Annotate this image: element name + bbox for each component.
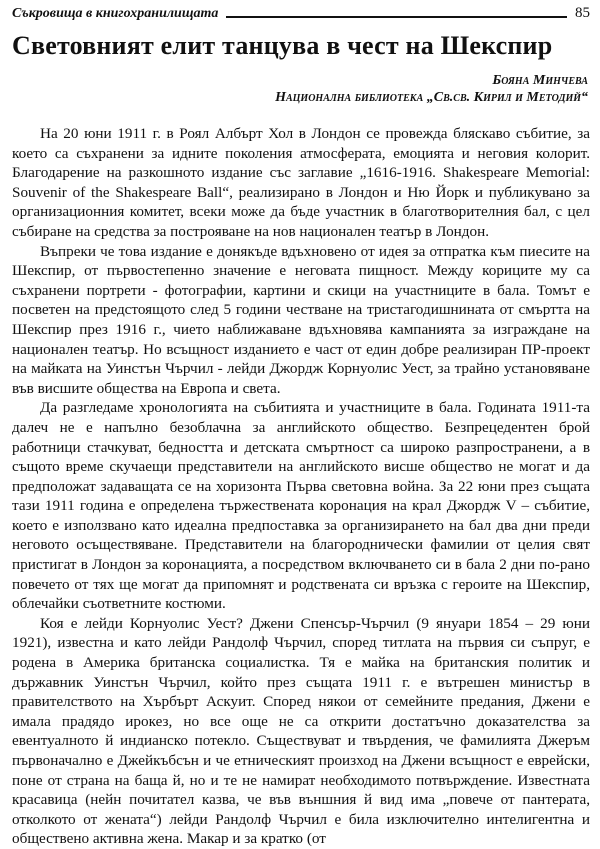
page-number: 85 [575,5,590,21]
paragraph: Да разгледаме хронологията на събитията и участниците в бала. Годината 1911-та далеч не е напълно безоблачна за английското общество. Безпрецедентен брой работници стачкуват, бедността и детската смъртност са широко разпространени, а в същото време скучаещи представители на английското висше общество не могат и да предположат задаващата се на хоризонта Първа световна война. За 22 юни през същата тази 1911 година е определена тържествената коронация на крал Джордж V – събитие, което е използвано като идеална предпоставка за организирането на бал два дни преди неговото осъществяване. Представители на благороднически фамилии от целия свят пристигат в Лондон за коронацията, а посредством включването си в бала 2 дни по-рано повечето от тях ще могат да припомнят и родствената си връзка с героите на Шекспир, облечайки съответните костюми. [12,399,590,613]
paragraph: Коя е лейди Корнуолис Уест? Джени Спенсър-Чърчил (9 януари 1854 – 29 юни 1921), известна и като лейди Рандолф Чърчил, според титлата на първия си съпруг, е родена в Америка британска социалистка. Тя е майка на британския политик и държавник Уинстън Чърчил, който през същата 1911 г. е вътрешен министър в правителството на Хърбърт Аскуит. Според някои от семейните предания, Джени е имала прадядо ирокез, но все още не са открити достатъчно доказателства за евентуалното й индианско потекло. Съществуват и твърдения, че фамилията Джеръм първоначално е Джейкъбсън и че етническият произход на Джени всъщност е еврейски, поне от страна на баща й, но и те не намират необходимото потвърждение. Известната красавица (нейн почитател казва, че във външния й вид има „повече от пантерата, отколкото от жената“) лейди Рандолф Чърчил е била изключително интелигентна и обществено активна жена. Макар и за кратко (от [12,614,590,848]
article-body [12,124,590,849]
paragraph: На 20 юни 1911 г. в Роял Албърт Хол в Лондон се провежда бляскаво събитие, за което са съхранени за идните поколения атмосферата, емоцията и неговия колорит. Благодарение на разкошното издание със заглавие „1616-1916. Shakespeare Memorial: Souvenir of the Shakespeare Ball“, реализирано в Лондон и Ню Йорк и публикувано за организационния комитет, всеки може да бъде участник в благотворителния бал, с цел събиране на средства за построяване на нов национален театър в Лондон. [12,125,590,240]
byline [12,72,590,106]
article-title: Световният елит танцува в чест на Шекспир [12,31,553,60]
running-header [12,2,590,22]
running-title: Съкровища в книгохранилищата [12,6,219,21]
author-affiliation: Национална библиотека „Св.св. Кирил и Методий“ [275,90,588,105]
header-rule [226,16,567,18]
author-name: Бояна Минчева [492,73,588,88]
paragraph: Въпреки че това издание е донякъде вдъхновено от идея за отпратка към пиесите на Шекспир, от първостепенно значение е неговата пищност. Между кориците му са съхранени портрети - фотографии, картини и скици на участниците в бала. Томът е посветен на предстоящото след 5 години честване на тристагодишнината от смъртта на Шекспир през 1916 г., чието наближаване вдъхновява кампанията за изграждане на национален театър. Но всъщност изданието е част от един добре реализиран ПР-проект на майката на Уинстън Чърчил - лейди Джордж Корнуолис Уест, за трайно установяване във висшите общества на Европа и света. [12,242,590,397]
